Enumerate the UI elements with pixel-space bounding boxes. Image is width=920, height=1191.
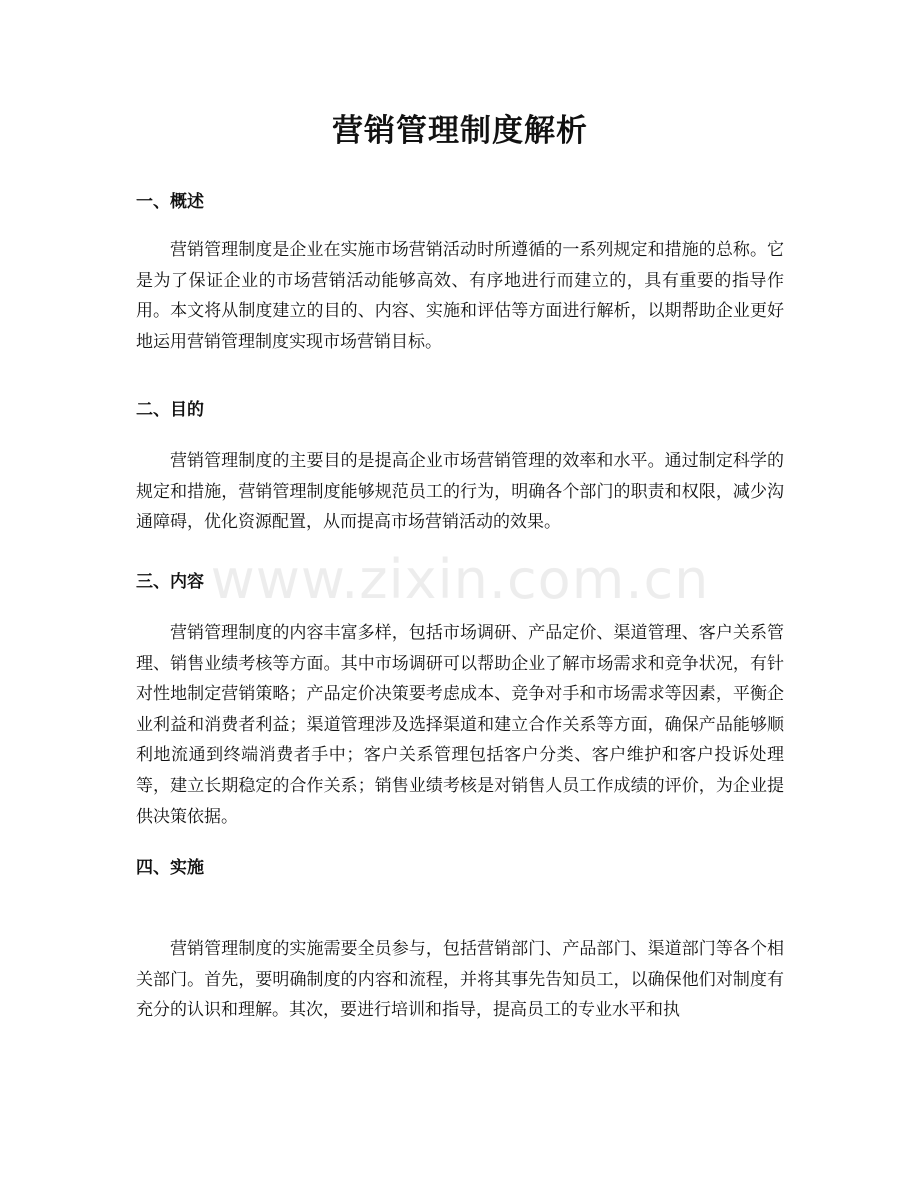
section-heading-overview: 一、概述 — [136, 192, 204, 212]
document-title: 营销管理制度解析 — [332, 113, 588, 149]
section-heading-purpose: 二、目的 — [136, 400, 204, 420]
section-text-implementation: 营销管理制度的实施需要全员参与，包括营销部门、产品部门、渠道部门等各个相关部门。首先，要明确制度的内容和流程，并将其事先告知员工，以确保他们对制度有充分的认识和理解。其次，要进行培训和指导，提高员工的专业水平和执 — [136, 939, 784, 1021]
section-text-overview: 营销管理制度是企业在实施市场营销活动时所遵循的一系列规定和措施的总称。它是为了保证企业的市场营销活动能够高效、有序地进行而建立的，具有重要的指导作用。本文将从制度建立的目的、内容、实施和评估等方面进行解析，以期帮助企业更好地运用营销管理制度实现市场营销目标。 — [136, 240, 784, 352]
section-heading-content: 三、内容 — [136, 572, 204, 592]
section-heading-implementation: 四、实施 — [136, 858, 204, 878]
watermark: www.zixin.com.cn — [210, 548, 710, 611]
section-text-purpose: 营销管理制度的主要目的是提高企业市场营销管理的效率和水平。通过制定科学的规定和措施，营销管理制度能够规范员工的行为，明确各个部门的职责和权限，减少沟通障碍，优化资源配置，从而提高市场营销活动的效果。 — [136, 451, 784, 533]
section-text-content: 营销管理制度的内容丰富多样，包括市场调研、产品定价、渠道管理、客户关系管理、销售业绩考核等方面。其中市场调研可以帮助企业了解市场需求和竞争状况，有针对性地制定营销策略；产品定价决策要考虑成本、竞争对手和市场需求等因素，平衡企业利益和消费者利益；渠道管理涉及选择渠道和建立合作关系等方面，确保产品能够顺利地流通到终端消费者手中；客户关系管理包括客户分类、客户维护和客户投诉处理等，建立长期稳定的合作关系；销售业绩考核是对销售人员工作成绩的评价，为企业提供决策依据。 — [136, 623, 784, 827]
